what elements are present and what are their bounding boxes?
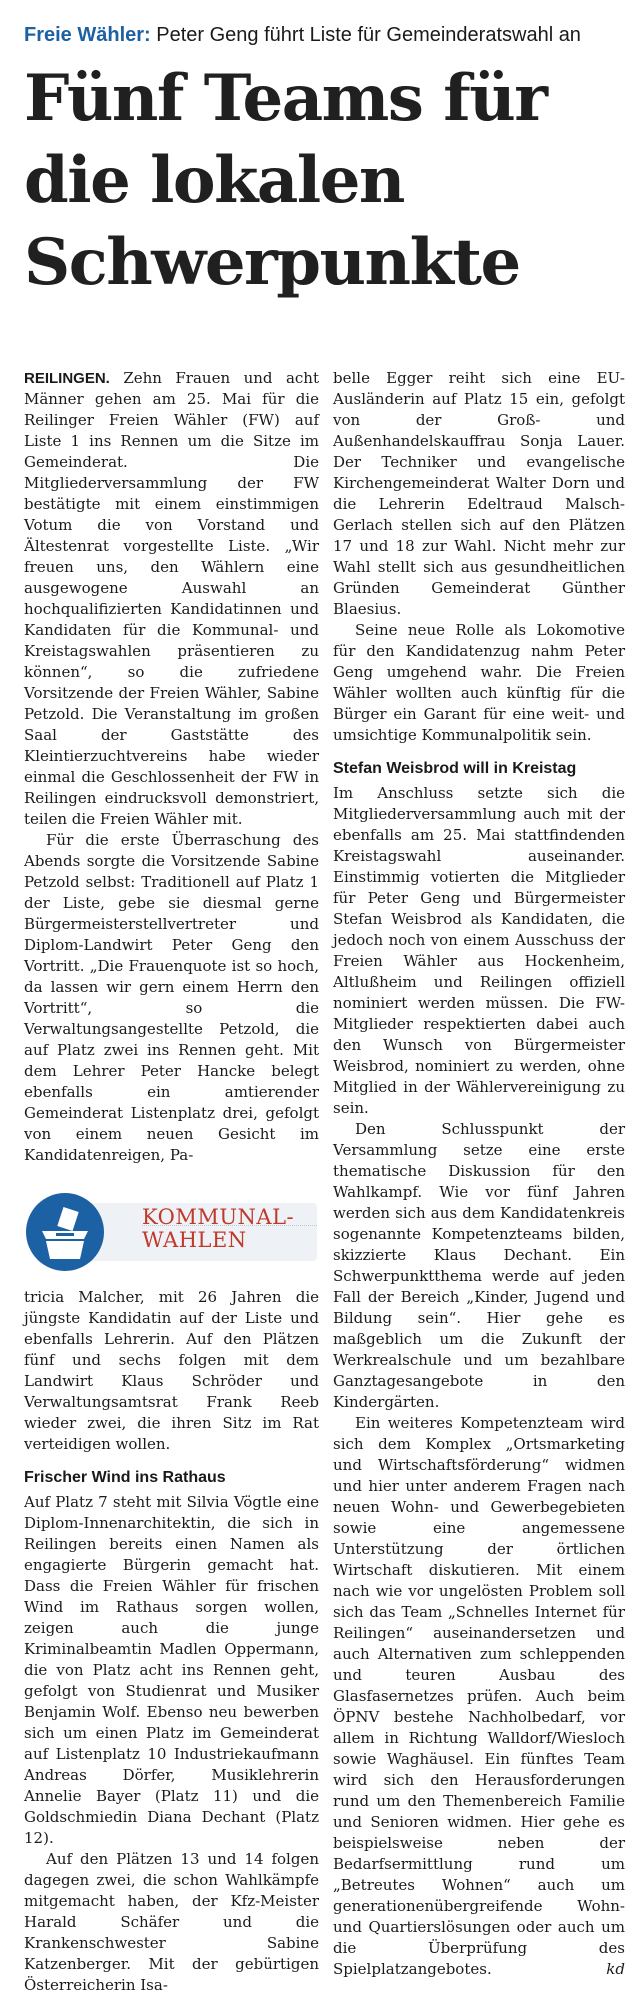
paragraph: Für die erste Überraschung des Abends sorgte die Vorsitzende Sabine Petzold selbst: Traditionell auf Platz 1 der Liste, gebe sie diesmal gerne Bürgermeisterstellvertreter und Diplom-Landwirt Peter Geng den Vortritt. „Die Frauenquote ist so hoch, da lassen wir gern einem Herrn den Vortritt“, so die Verwaltungsangestellte Petzold, die auf Platz zwei ins Rennen geht. Mit dem Lehrer Peter Hancke belegt ebenfalls ein amtierender Gemeinderat Listenplatz drei, gefolgt von einem neuen Gesicht im Kandidatenreigen, Pa- bbox=[24, 831, 319, 1164]
badge-label-line-2: WAHLEN bbox=[142, 1228, 247, 1252]
paragraph: tricia Malcher, mit 26 Jahren die jüngste Kandidatin auf der Liste und ebenfalls Lehrerin. Auf den Plätzen fünf und sechs folgen mit dem Landwirt Klaus Schröder und Verwaltungsamtsrat Frank Reeb wieder zwei, die ihren Sitz im Rat verteidigen wollen. bbox=[24, 1288, 319, 1453]
headline-line-2: die lokalen bbox=[24, 143, 404, 218]
kicker-party: Freie Wähler: bbox=[24, 24, 151, 46]
dateline: REILINGEN. bbox=[24, 370, 110, 387]
column-right bbox=[333, 368, 625, 1980]
paragraph: Auf den Plätzen 13 und 14 folgen dagegen zwei, die schon Wahlkämpfe mitgemacht haben, der Kfz-Meister Harald Schäfer und die Krankenschwester Sabine Katzenberger. Mit der gebürtigen Österreicherin Isa- bbox=[24, 1850, 319, 1994]
column-left-bottom bbox=[24, 1287, 319, 1996]
kommunalwahlen-badge bbox=[24, 1190, 319, 1272]
paragraph: Seine neue Rolle als Lokomotive für den Kandidatenzug nahm Peter Geng umgehend wahr. Die Freien Wähler wollten auch künftig für die Bürger ein Garant für eine weit- und umsichtige Kommunalpolitik sein. bbox=[333, 621, 625, 744]
kicker bbox=[24, 22, 624, 48]
paragraph-text: Zehn Frauen und acht Männer gehen am 25. Mai für die Reilinger Freien Wähler (FW) auf Liste 1 ins Rennen um die Sitze im Gemeinderat. Die Mitgliederversammlung der FW bestätigte mit einem einstimmigen Votum die von Vorstand und Ältestenrat vorgestellte Liste. „Wir freuen uns, den Wählern eine ausgewogene Auswahl an hochqualifizierten Kandidatinnen und Kandidaten für die Kommunal- und Kreistagswahlen präsentieren zu können“, so die zufriedene Vorsitzende der Freien Wähler, Sabine Petzold. Die Veranstaltung im großen Saal der Gaststätte des Kleintierzuchtvereins habe wieder einmal die Geschlossenheit der FW in Reilingen eindrucksvoll demonstriert, teilen die Freien Wähler mit. bbox=[24, 369, 319, 828]
column-left-top bbox=[24, 368, 319, 1166]
badge-label bbox=[142, 1206, 294, 1252]
badge-label-line-1: KOMMUNAL- bbox=[142, 1205, 295, 1229]
headline-line-1: Fünf Teams für bbox=[24, 61, 547, 136]
paragraph: belle Egger reiht sich eine EU-Ausländerin auf Platz 15 ein, gefolgt von der Groß- und Außenhandelskauffrau Sonja Lauer. Der Techniker und evangelische Kirchengemeinderat Walter Dorn und die Lehrerin Edeltraud Malsch-Gerlach stellen sich auf den Plätzen 17 und 18 zur Wahl. Nicht mehr zur Wahl stellt sich aus gesundheitlichen Gründen Gemeinderat Günther Blaesius. bbox=[333, 369, 625, 618]
subheading: Frischer Wind ins Rathaus bbox=[24, 1469, 226, 1486]
paragraph: Den Schlusspunkt der Versammlung setze eine erste thematische Diskussion für den Wahlkampf. Wie vor fünf Jahren werden sich aus dem Kandidatenkreis sogenannte Kompetenzteams bilden, skizzierte Klaus Dechant. Ein Schwerpunktthema werde auf jeden Fall der Bereich „Kinder, Jugend und Bildung sein“. Hier gehe es maßgeblich um die Zukunft der Werkrealschule und um bezahlbare Ganztagesangebote in den Kindergärten. bbox=[333, 1120, 625, 1411]
headline bbox=[24, 58, 624, 304]
badge-circle bbox=[26, 1193, 104, 1271]
paragraph bbox=[333, 1413, 625, 1980]
subheading: Stefan Weisbrod will in Kreistag bbox=[333, 760, 577, 777]
paragraph bbox=[24, 368, 319, 830]
author-signature: kd bbox=[606, 1960, 625, 1978]
ballot-box-icon bbox=[26, 1193, 104, 1271]
paragraph: Auf Platz 7 steht mit Silvia Vögtle eine Diplom-Innenarchitektin, die sich in Reilingen bereits einen Namen als engagierte Bürgerin gemacht hat. Dass die Freien Wähler für frischen Wind im Rathaus sorgen wollen, zeigen auch die junge Kriminalbeamtin Madlen Oppermann, die von Platz acht ins Rennen geht, gefolgt von Studienrat und Musiker Benjamin Wolf. Ebenso neu bewerben sich um einen Platz im Gemeinderat auf Listenplatz 10 Industriekaufmann Andreas Dörfer, Musiklehrerin Annelie Bayer (Platz 11) und die Goldschmiedin Diana Dechant (Platz 12). bbox=[24, 1493, 319, 1847]
kicker-text: Peter Geng führt Liste für Gemeinderatswahl an bbox=[156, 24, 581, 46]
paragraph: Im Anschluss setzte sich die Mitgliederversammlung auch mit der ebenfalls am 25. Mai stattfindenden Kreistagswahl auseinander. Einstimmig votierten die Mitglieder für Peter Geng und Bürgermeister Stefan Weisbrod als Kandidaten, die jedoch noch von einem Ausschuss der Freien Wähler aus Hockenheim, Altlußheim und Reilingen offiziell nominiert werden müssen. Die FW-Mitglieder respektierten dabei auch den Wunsch von Bürgermeister Weisbrod, nominiert zu werden, ohne Mitglied in der Wählervereinigung zu sein. bbox=[333, 784, 625, 1117]
headline-line-3: Schwerpunkte bbox=[24, 225, 520, 300]
paragraph-text: Ein weiteres Kompetenzteam wird sich dem Komplex „Ortsmarketing und Wirtschaftsförderung“ widmen und hier unter anderem Fragen nach neuen Wohn- und Gewerbegebieten sowie eine angemessene Unterstützung der örtlichen Wirtschaft diskutieren. Mit einem nach wie vor ungelösten Problem soll sich das Team „Schnelles Internet für Reilingen“ auseinandersetzen und auch Alternativen zum schleppenden und teuren Ausbau des Glasfasernetzes prüfen. Auch beim ÖPNV bestehe Nachholbedarf, vor allem in Richtung Walldorf/Wiesloch sowie Waghäusel. Ein fünftes Team wird sich den Herausforderungen rund um den Themenbereich Familie und Senioren widmen. Hier gehe es beispielsweise neben der Bedarfsermittlung rund um „Betreutes Wohnen“ auch um generationenübergreifende Wohn- und Quartierslösungen oder auch um die Überprüfung des Spielplatzangebotes. bbox=[333, 1414, 625, 1978]
